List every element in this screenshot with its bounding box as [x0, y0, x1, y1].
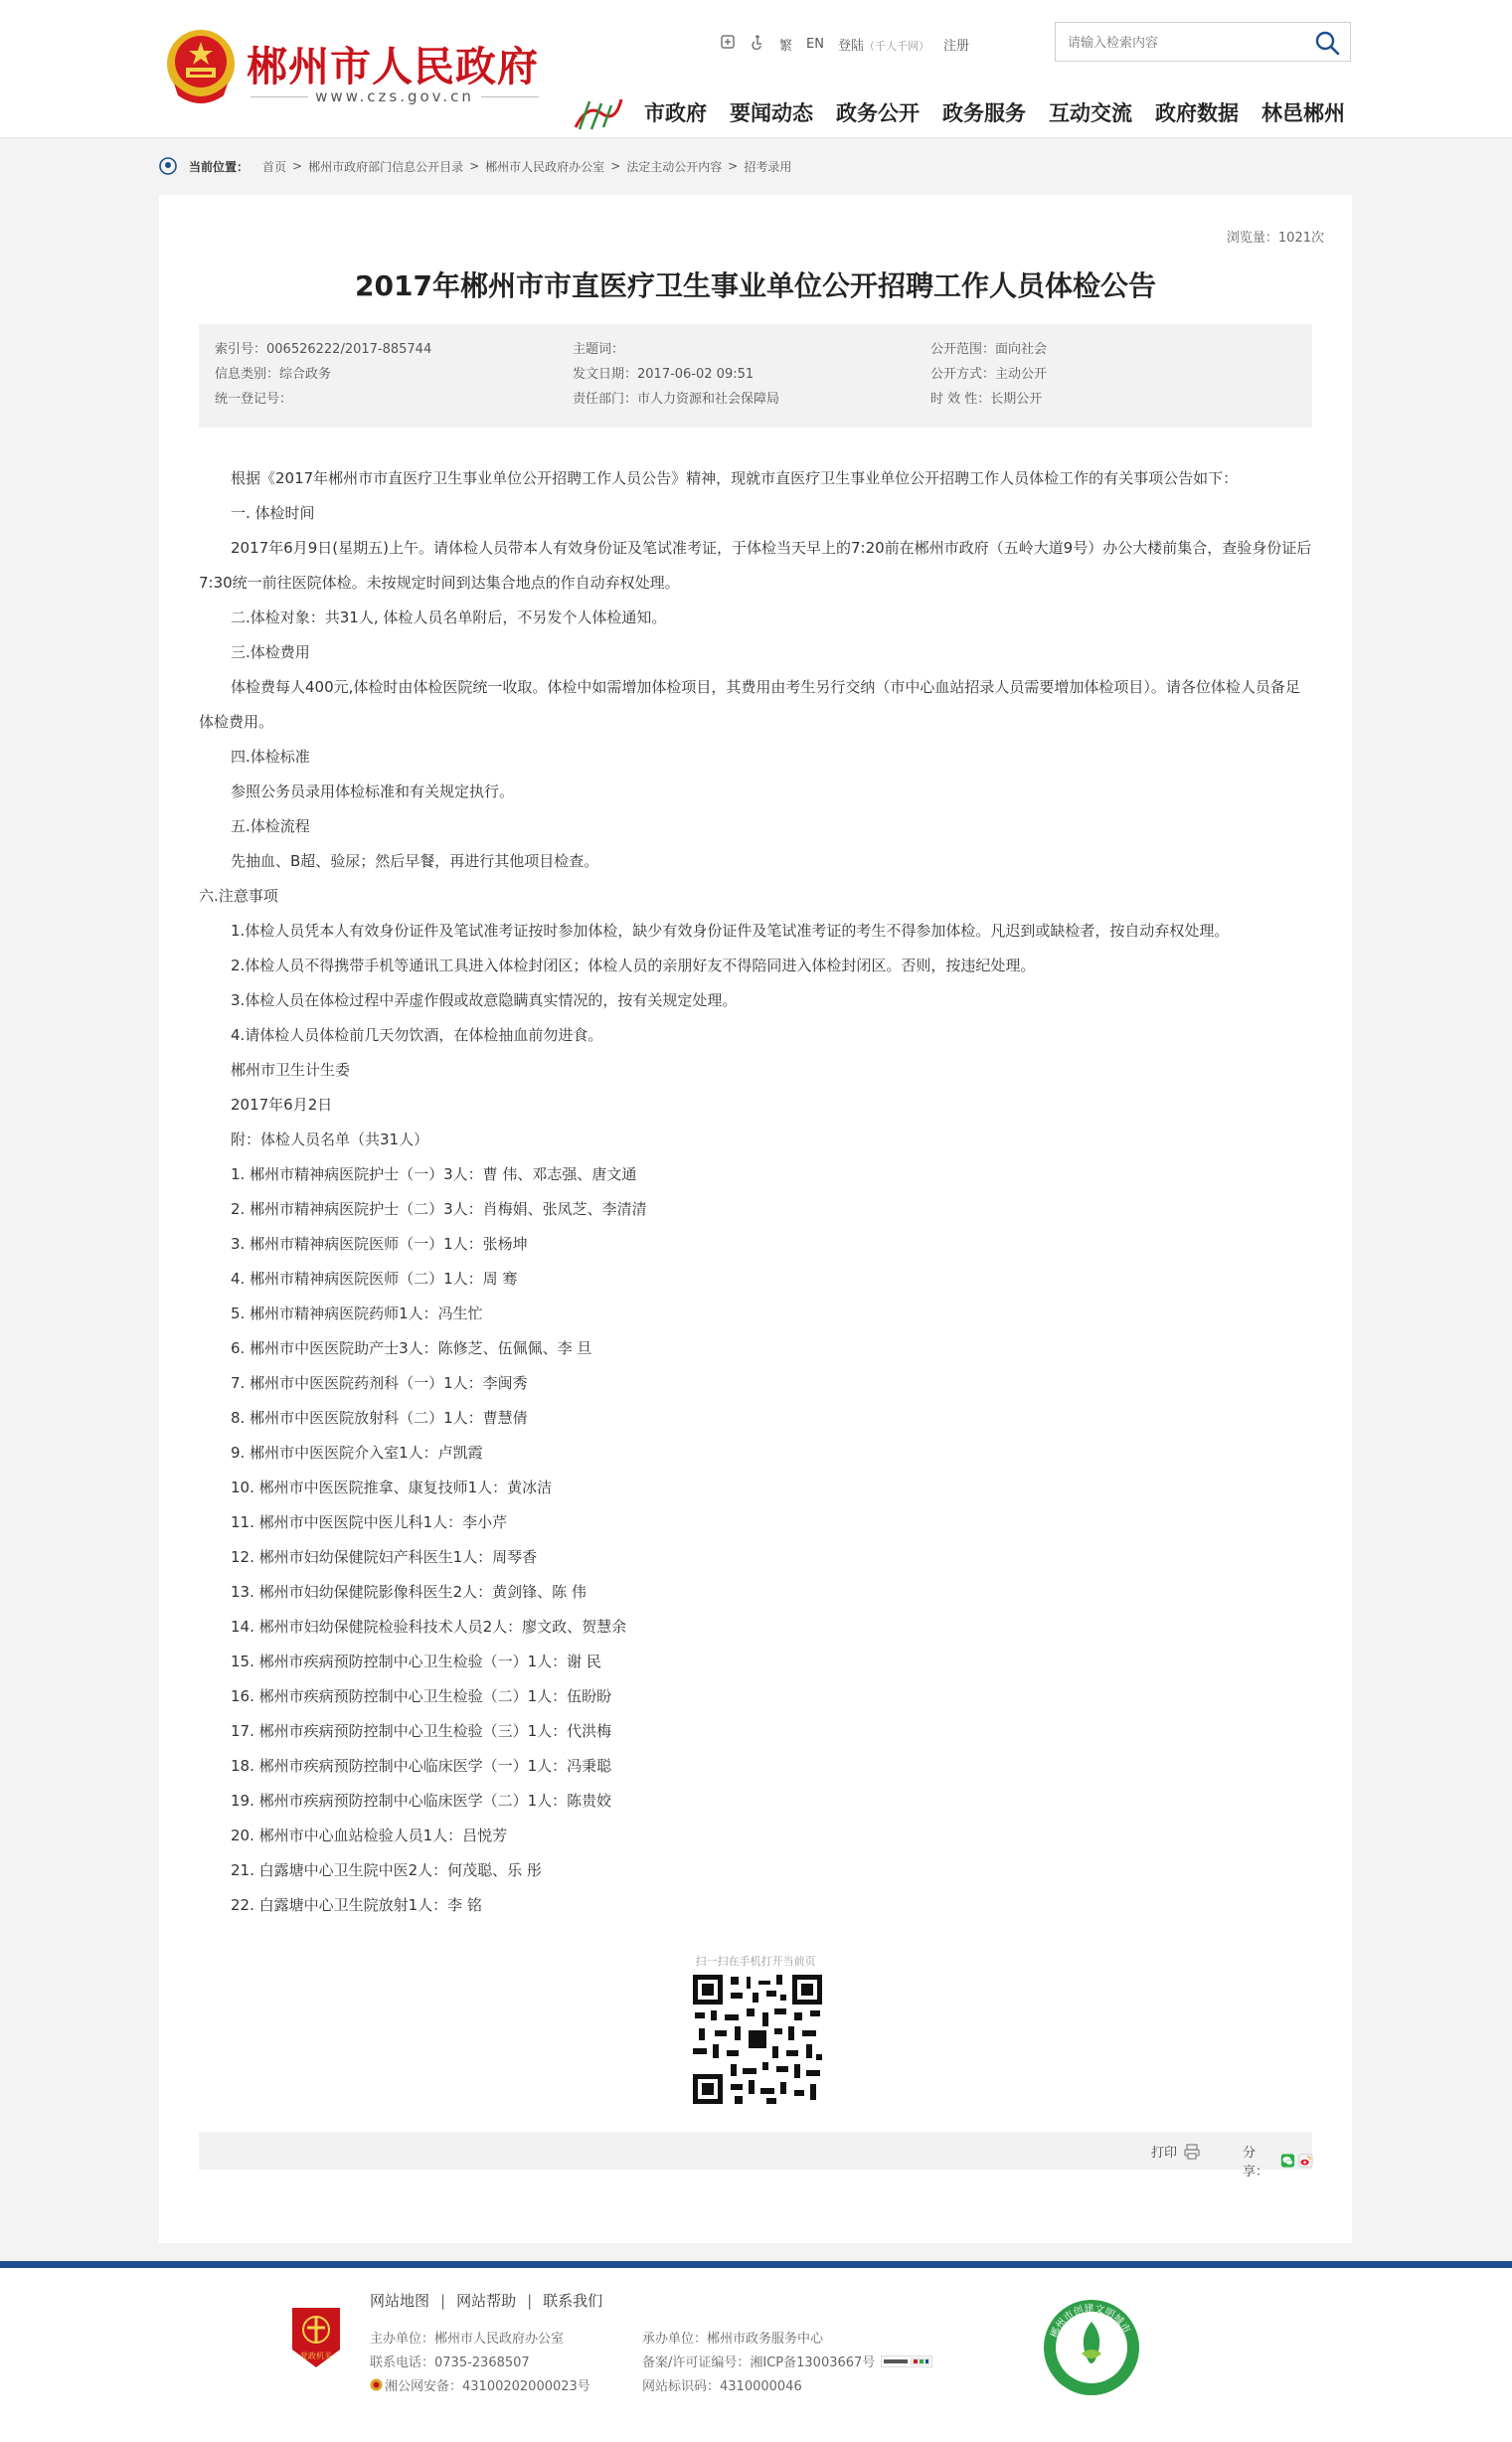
- share-label: 分享：: [1243, 2146, 1269, 2180]
- list-item: 22. 白露塘中心卫生院放射1人：李 铭: [231, 1896, 482, 1914]
- meta-validity: 时 效 性：长期公开: [930, 392, 1043, 407]
- footer-link-sitemap[interactable]: 网站地图: [370, 2292, 430, 2310]
- print-label: 打印: [1151, 2146, 1178, 2161]
- article-toolbar: [199, 2132, 1312, 2180]
- footer-icp[interactable]: [642, 2352, 932, 2370]
- meta-category: 信息类别：综合政务: [215, 367, 332, 382]
- paragraph: 一. 体检时间: [231, 504, 315, 522]
- list-item: 2. 郴州市精神病医院护士（二）3人：肖梅娟、张凤芝、李清清: [231, 1200, 647, 1218]
- meta-method: 公开方式：主动公开: [930, 367, 1048, 382]
- search-input[interactable]: [1066, 31, 1308, 55]
- search-icon[interactable]: [1314, 30, 1340, 56]
- nav-item-government[interactable]: 市政府: [644, 101, 707, 125]
- list-item: 17. 郴州市疾病预防控制中心卫生检验（三）1人：代洪梅: [231, 1722, 612, 1740]
- footer-site-code: 网站标识码：4310000046: [642, 2379, 802, 2394]
- list-item: 19. 郴州市疾病预防控制中心临床医学（二）1人：陈贵姣: [231, 1792, 612, 1810]
- footer-divider: [0, 2261, 1512, 2268]
- footer-phone: 联系电话：0735-2368507: [370, 2355, 530, 2370]
- paragraph: 先抽血、B超、验尿；然后早餐，再进行其他项目检查。: [231, 852, 599, 870]
- police-record-text: 湘公网安备：43100202000023号: [385, 2379, 590, 2394]
- nav-item-linyi[interactable]: 林邑郴州: [1261, 101, 1345, 125]
- register-link[interactable]: 注册: [942, 38, 969, 54]
- national-emblem-icon[interactable]: [164, 26, 238, 105]
- paragraph: 4.请体检人员体检前几天勿饮酒，在体检抽血前勿进食。: [231, 1026, 603, 1044]
- list-item: 9. 郴州市中医医院介入室1人：卢凯霞: [231, 1444, 483, 1462]
- breadcrumb-label: 当前位置：: [189, 159, 250, 174]
- view-count: 浏览量：1021次: [1226, 231, 1324, 246]
- paragraph: 三.体检费用: [231, 643, 310, 661]
- simplified-icon: [720, 34, 736, 50]
- simplified-link[interactable]: [720, 34, 736, 54]
- traditional-link[interactable]: 繁: [779, 38, 793, 54]
- icp-text: 备案/许可证编号：湘ICP备13003667号: [642, 2355, 876, 2370]
- printer-icon: [1183, 2143, 1201, 2161]
- paragraph: 3.体检人员在体检过程中弄虚作假或故意隐瞒真实情况的，按有关规定处理。: [231, 991, 738, 1009]
- cnzz-stats-icon[interactable]: [881, 2355, 932, 2367]
- top-links: [720, 34, 983, 54]
- breadcrumb-statutory[interactable]: 法定主动公开内容: [626, 159, 723, 174]
- breadcrumb-separator: >: [469, 159, 480, 173]
- site-name[interactable]: 郴州市人民政府: [247, 43, 539, 90]
- nav-item-disclosure[interactable]: 政务公开: [836, 101, 920, 125]
- article-meta: [199, 324, 1312, 428]
- list-item: 13. 郴州市妇幼保健院影像科医生2人：黄剑锋、陈 伟: [231, 1583, 587, 1601]
- breadcrumb-office[interactable]: 郴州市人民政府办公室: [485, 159, 605, 174]
- main-nav: [644, 97, 1368, 127]
- site-footer: [0, 2268, 1512, 2442]
- list-item: 21. 白露塘中心卫生院中医2人：何茂聪、乐 彤: [231, 1861, 542, 1879]
- paragraph: 2017年6月9日(星期五)上午。请体检人员带本人有效身份证及笔试准考证，于体检当天早上的7:20前在郴州市政府（五岭大道9号）办公大楼前集合，查验身份证后7:30统一前往医院体检。未按规定时间到达集合地点的作自动弃权处理。: [199, 539, 1312, 592]
- list-item: 7. 郴州市中医医院药剂科（一）1人：李闽秀: [231, 1374, 528, 1392]
- attachment-heading: 附：体检人员名单（共31人）: [231, 1131, 429, 1148]
- party-government-badge-icon[interactable]: [288, 2306, 344, 2369]
- footer-organizer: 承办单位：郴州市政务服务中心: [642, 2332, 824, 2347]
- list-item: 12. 郴州市妇幼保健院妇产科医生1人：周琴香: [231, 1548, 538, 1566]
- article-card: [159, 195, 1352, 2243]
- breadcrumb-recruitment[interactable]: 招考录用: [744, 159, 792, 174]
- list-item: 6. 郴州市中医医院助产士3人：陈修芝、伍佩佩、李 旦: [231, 1339, 592, 1357]
- nav-item-services[interactable]: 政务服务: [942, 101, 1026, 125]
- badge-text: 党政机关: [300, 2352, 332, 2360]
- breadcrumb: [159, 157, 791, 175]
- paragraph: 2.体检人员不得携带手机等通讯工具进入体检封闭区；体检人员的亲朋好友不得陪同进入体检封闭区。否则，按违纪处理。: [231, 957, 1036, 974]
- accessibility-icon: [750, 34, 765, 50]
- paragraph: 二.体检对象：共31人, 体检人员名单附后，不另发个人体检通知。: [231, 609, 667, 626]
- meta-unified-no: 统一登记号：: [215, 392, 293, 407]
- list-item: 14. 郴州市妇幼保健院检验科技术人员2人：廖文政、贺慧余: [231, 1618, 627, 1636]
- footer-links: [370, 2290, 602, 2311]
- list-item: 4. 郴州市精神病医院医师（二）1人：周 骞: [231, 1270, 518, 1288]
- weibo-icon[interactable]: [1298, 2152, 1313, 2170]
- linyi-logo-icon: [572, 93, 623, 133]
- list-item: 15. 郴州市疾病预防控制中心卫生检验（一）1人：谢 民: [231, 1653, 601, 1670]
- site-url: www.czs.gov.cn: [251, 87, 539, 105]
- meta-date: 发文日期：2017-06-02 09:51: [573, 367, 755, 382]
- breadcrumb-separator: >: [292, 159, 303, 173]
- footer-police-record[interactable]: [370, 2375, 590, 2394]
- list-item: 20. 郴州市中心血站检验人员1人：吕悦芳: [231, 1827, 508, 1844]
- breadcrumb-directory[interactable]: 郴州市政府部门信息公开目录: [308, 159, 464, 174]
- paragraph: 四.体检标准: [231, 748, 310, 766]
- article-content: [199, 461, 1312, 1923]
- nav-item-interaction[interactable]: 互动交流: [1049, 101, 1132, 125]
- share-area: [1243, 2142, 1313, 2180]
- english-link[interactable]: EN: [806, 36, 824, 52]
- police-badge-icon: [370, 2378, 383, 2391]
- paragraph: 五.体检流程: [231, 817, 310, 835]
- footer-link-divider: |: [440, 2292, 446, 2310]
- seal-text-path: 郴州市创建文明城市: [1049, 2303, 1132, 2341]
- footer-host: 主办单位：郴州市人民政府办公室: [370, 2332, 565, 2347]
- breadcrumb-separator: >: [728, 159, 739, 173]
- paragraph: 参照公务员录用体检标准和有关规定执行。: [231, 783, 515, 800]
- meta-index-no: 索引号：006526222/2017-885744: [215, 342, 432, 357]
- list-item: 1. 郴州市精神病医院护士（一）3人：曹 伟、邓志强、唐文通: [231, 1165, 637, 1183]
- list-item: 18. 郴州市疾病预防控制中心临床医学（一）1人：冯秉聪: [231, 1757, 612, 1775]
- meta-dept: 责任部门：市人力资源和社会保障局: [573, 392, 780, 407]
- login-note: （千人千网）: [863, 39, 929, 53]
- list-item: 10. 郴州市中医医院推拿、康复技师1人：黄冰洁: [231, 1479, 553, 1496]
- accessibility-link[interactable]: [750, 34, 765, 54]
- civilized-city-seal-icon[interactable]: [1042, 2298, 1141, 2397]
- breadcrumb-separator: >: [610, 159, 621, 173]
- footer-link-contact[interactable]: 联系我们: [543, 2292, 603, 2310]
- list-item: 5. 郴州市精神病医院药师1人：冯生忙: [231, 1305, 483, 1322]
- paragraph: 根据《2017年郴州市市直医疗卫生事业单位公开招聘工作人员公告》精神，现就市直医疗卫生事业单位公开招聘工作人员体检工作的有关事项公告如下：: [231, 469, 1239, 487]
- login-link[interactable]: [838, 35, 929, 54]
- meta-subject: 主题词：: [573, 342, 625, 357]
- location-pin-icon: [159, 157, 177, 175]
- paragraph: 体检费每人400元,体检时由体检医院统一收取。体检中如需增加体检项目，其费用由考生另行交纳（市中心血站招录人员需要增加体检项目）。请各位体检人员备足体检费用。: [199, 678, 1300, 731]
- nav-item-news[interactable]: 要闻动态: [730, 101, 813, 125]
- wechat-icon[interactable]: [1280, 2152, 1295, 2170]
- qr-code-icon: [691, 1973, 824, 2106]
- login-label: 登陆: [837, 38, 864, 54]
- signature-date: 2017年6月2日: [231, 1096, 333, 1114]
- nav-item-data[interactable]: 政府数据: [1155, 101, 1239, 125]
- list-item: 11. 郴州市中医医院中医儿科1人：李小芹: [231, 1513, 508, 1531]
- list-item: 8. 郴州市中医医院放射科（二）1人：曹慧倩: [231, 1409, 528, 1427]
- paragraph: 六.注意事项: [199, 887, 278, 905]
- article-title: 2017年郴州市市直医疗卫生事业单位公开招聘工作人员体检公告: [355, 269, 1156, 302]
- breadcrumb-home[interactable]: 首页: [262, 159, 287, 174]
- meta-scope: 公开范围：面向社会: [930, 342, 1048, 357]
- paragraph: 1.体检人员凭本人有效身份证件及笔试准考证按时参加体检，缺少有效身份证件及笔试准考证的考生不得参加体检。凡迟到或缺检者，按自动弃权处理。: [231, 922, 1230, 940]
- site-header: [0, 0, 1512, 138]
- search-box: [1055, 22, 1351, 62]
- qr-label: 扫一扫在手机打开当前页: [695, 1955, 816, 1968]
- list-item: 3. 郴州市精神病医院医师（一）1人：张杨坤: [231, 1235, 528, 1253]
- print-button[interactable]: [1151, 2142, 1201, 2161]
- footer-link-divider: |: [527, 2292, 533, 2310]
- footer-link-help[interactable]: 网站帮助: [456, 2292, 517, 2310]
- signature-org: 郴州市卫生计生委: [231, 1061, 351, 1079]
- list-item: 16. 郴州市疾病预防控制中心卫生检验（二）1人：伍盼盼: [231, 1687, 612, 1705]
